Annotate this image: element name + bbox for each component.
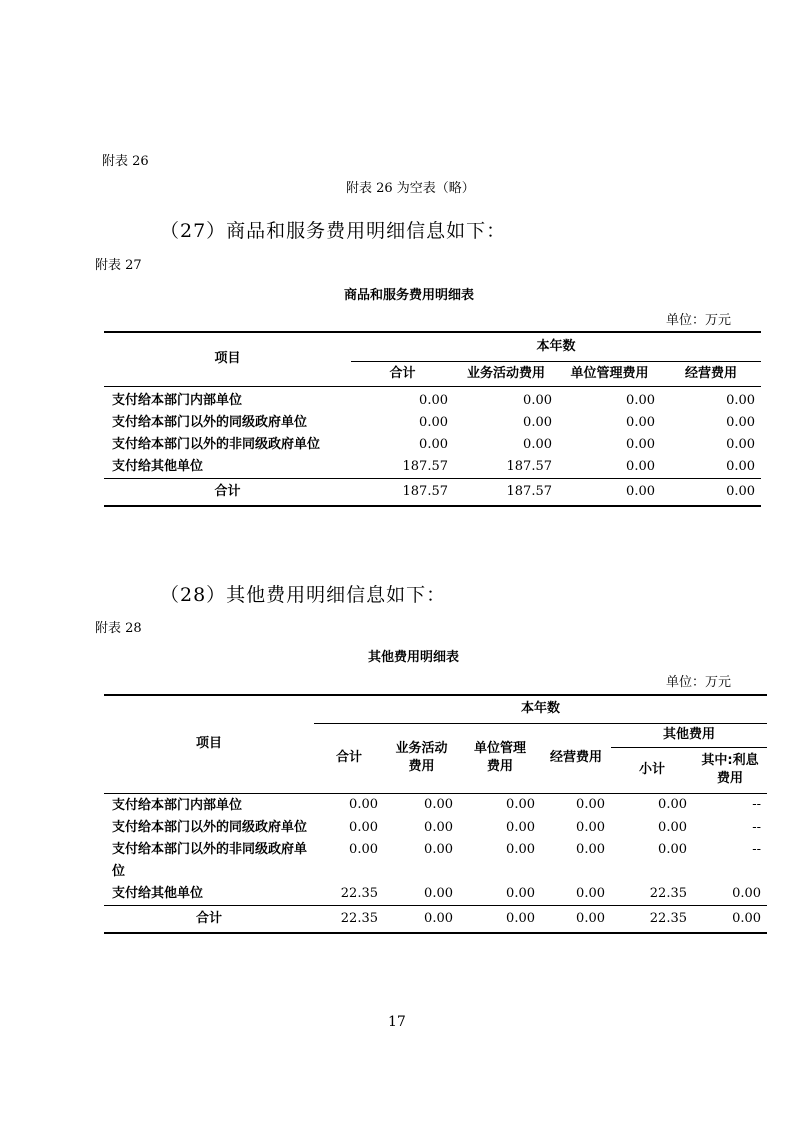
total-label: 合计	[104, 478, 351, 506]
table-27	[104, 331, 761, 507]
cell-value: 0.00	[661, 478, 761, 506]
table-28-title: 其他费用明细表	[368, 650, 460, 665]
row-label: 支付给其他单位	[104, 883, 314, 906]
appendix-26-label: 附表 26	[102, 154, 149, 169]
table-28-unit: 单位：万元	[666, 675, 732, 690]
cell-value: 0.00	[424, 841, 453, 857]
section-28-heading: （28）其他费用明细信息如下：	[160, 584, 447, 606]
table-27-unit: 单位：万元	[666, 313, 732, 328]
table-28	[104, 694, 767, 934]
table-row	[104, 456, 761, 479]
row-label: 支付给本部门内部单位	[112, 392, 243, 408]
table-28-col-header: 单位管理费用	[459, 723, 541, 793]
row-label: 支付给其他单位	[104, 456, 351, 479]
cell-value: 0.00	[523, 392, 552, 408]
table-27-col-header: 经营费用	[661, 361, 761, 386]
table-27-item-header: 项目	[104, 332, 351, 386]
table-28-subcol-header: 小计	[611, 747, 693, 793]
cell-value: 0.00	[576, 819, 605, 835]
cell-value: 0.00	[506, 796, 535, 812]
row-label: 支付给本部门以外的同级政府单位	[112, 819, 308, 835]
cell-value: 0.00	[576, 841, 605, 857]
table-28-item-header: 项目	[104, 695, 314, 793]
cell-value: 187.57	[454, 456, 558, 479]
cell-value: 187.57	[351, 456, 454, 479]
appendix-28-label: 附表 28	[95, 621, 142, 636]
cell-value: 0.00	[726, 436, 756, 452]
table-28-col-header: 合计	[314, 723, 384, 793]
cell-value: 0.00	[658, 819, 687, 835]
table-27-title: 商品和服务费用明细表	[344, 288, 475, 303]
cell-value: 0.00	[726, 414, 756, 430]
appendix-26-note: 附表 26 为空表（略）	[346, 181, 475, 196]
row-label: 支付给本部门以外的同级政府单位	[112, 414, 308, 430]
cell-value: 0.00	[541, 883, 611, 906]
cell-value: 0.00	[384, 883, 459, 906]
cell-value: --	[752, 796, 762, 812]
table-27-col-header: 业务活动费用	[454, 361, 558, 386]
cell-value: 0.00	[419, 414, 448, 430]
cell-value: 22.35	[314, 905, 384, 933]
cell-value: --	[752, 819, 762, 835]
cell-value: 0.00	[506, 819, 535, 835]
table-28-other-group-header: 其他费用	[611, 723, 767, 747]
total-label: 合计	[104, 905, 314, 933]
cell-value: 0.00	[693, 883, 767, 906]
cell-value: --	[752, 841, 762, 857]
cell-value: 187.57	[454, 478, 558, 506]
cell-value: 0.00	[349, 841, 378, 857]
cell-value: 0.00	[726, 392, 756, 408]
table-row	[104, 434, 761, 456]
cell-value: 22.35	[314, 883, 384, 906]
table-28-subcol-header: 其中:利息费用	[693, 747, 767, 793]
table-row	[104, 412, 761, 434]
page-number: 17	[388, 1014, 406, 1030]
cell-value: 0.00	[626, 414, 655, 430]
table-row	[104, 386, 761, 412]
cell-value: 22.35	[611, 905, 693, 933]
table-row	[104, 817, 767, 839]
cell-value: 0.00	[349, 819, 378, 835]
table-total-row	[104, 905, 767, 933]
table-28-col-header: 业务活动费用	[384, 723, 459, 793]
row-label: 支付给本部门内部单位	[112, 797, 243, 813]
cell-value: 0.00	[658, 796, 687, 812]
table-28-group-header: 本年数	[314, 695, 767, 723]
section-27-heading: （27）商品和服务费用明细信息如下：	[160, 220, 507, 242]
table-27-col-header: 合计	[351, 361, 454, 386]
cell-value: 0.00	[459, 905, 541, 933]
cell-value: 187.57	[351, 478, 454, 506]
table-row	[104, 839, 767, 883]
cell-value: 0.00	[576, 796, 605, 812]
cell-value: 0.00	[459, 883, 541, 906]
table-27-group-header: 本年数	[351, 332, 761, 361]
cell-value: 0.00	[661, 456, 761, 479]
cell-value: 0.00	[523, 436, 552, 452]
table-row	[104, 883, 767, 906]
row-label: 支付给本部门以外的非同级政府单位	[112, 841, 308, 879]
cell-value: 0.00	[349, 796, 378, 812]
table-28-col-header: 经营费用	[541, 723, 611, 793]
table-total-row	[104, 478, 761, 506]
cell-value: 0.00	[523, 414, 552, 430]
cell-value: 0.00	[424, 796, 453, 812]
cell-value: 0.00	[541, 905, 611, 933]
cell-value: 0.00	[626, 436, 655, 452]
cell-value: 0.00	[658, 841, 687, 857]
table-row	[104, 793, 767, 817]
cell-value: 0.00	[506, 841, 535, 857]
appendix-27-label: 附表 27	[95, 258, 142, 273]
cell-value: 0.00	[558, 456, 661, 479]
cell-value: 0.00	[693, 905, 767, 933]
table-27-col-header: 单位管理费用	[558, 361, 661, 386]
cell-value: 0.00	[626, 392, 655, 408]
cell-value: 0.00	[384, 905, 459, 933]
cell-value: 0.00	[424, 819, 453, 835]
row-label: 支付给本部门以外的非同级政府单位	[112, 436, 321, 452]
cell-value: 0.00	[419, 392, 448, 408]
cell-value: 0.00	[419, 436, 448, 452]
cell-value: 22.35	[611, 883, 693, 906]
cell-value: 0.00	[558, 478, 661, 506]
